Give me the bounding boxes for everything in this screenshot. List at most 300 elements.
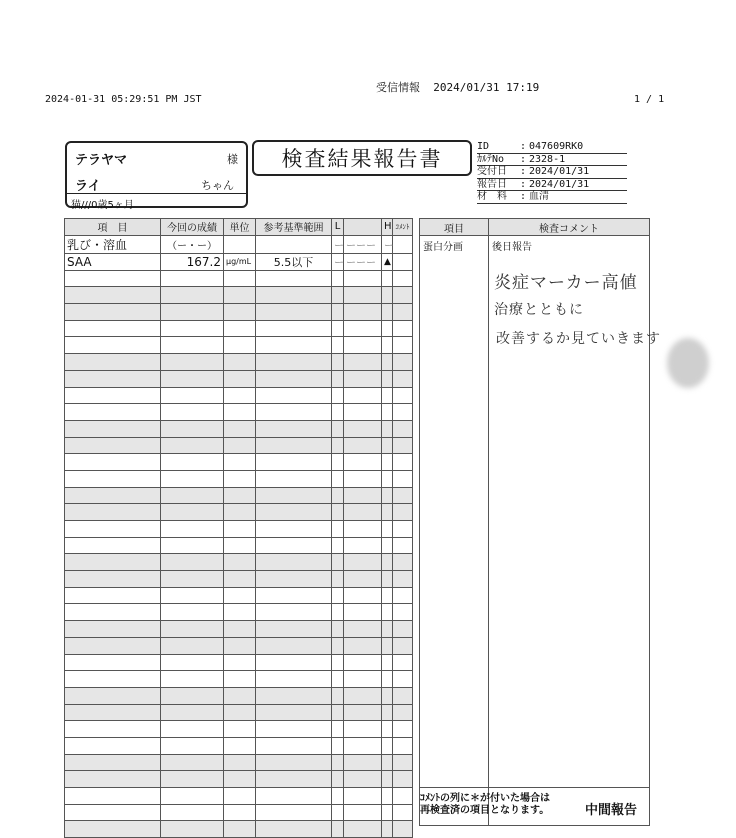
empty-cell: [332, 637, 344, 654]
meta-row-received: 受付日 : 2024/01/31: [477, 166, 627, 179]
empty-cell: [332, 604, 344, 621]
empty-cell: [344, 788, 382, 805]
empty-cell: [161, 337, 224, 354]
cell-result: 167.2: [161, 253, 224, 270]
empty-cell: [332, 554, 344, 571]
empty-cell: [161, 788, 224, 805]
empty-cell: [256, 821, 332, 838]
empty-cell: [224, 604, 256, 621]
cell-range: ーーー: [344, 235, 382, 253]
empty-cell: [65, 621, 161, 638]
empty-cell: [344, 287, 382, 304]
empty-cell: [344, 270, 382, 287]
empty-cell: [332, 721, 344, 738]
empty-cell: [65, 754, 161, 771]
empty-cell: [65, 704, 161, 721]
empty-cell: [161, 587, 224, 604]
empty-cell: [344, 404, 382, 421]
empty-cell: [224, 821, 256, 838]
empty-cell: [393, 737, 413, 754]
empty-cell: [332, 420, 344, 437]
empty-row: [65, 437, 413, 454]
empty-cell: [161, 537, 224, 554]
empty-cell: [344, 337, 382, 354]
empty-cell: [344, 304, 382, 321]
empty-cell: [256, 537, 332, 554]
empty-cell: [65, 420, 161, 437]
table-row: [65, 253, 413, 270]
col-header-result: 今回の成績: [161, 219, 224, 236]
empty-cell: [332, 437, 344, 454]
empty-cell: [224, 587, 256, 604]
footer-note-line-1: ｺﾒﾝﾄの列に＊が付いた場合は: [420, 793, 550, 804]
empty-cell: [382, 654, 393, 671]
empty-cell: [393, 320, 413, 337]
comment-item: 蛋白分画: [423, 242, 463, 253]
report-status: 中間報告: [585, 803, 638, 818]
meta-value: 2024/01/31: [529, 166, 590, 177]
pet-name: ライ: [75, 179, 101, 194]
empty-cell: [332, 671, 344, 688]
cell-high: ▲: [382, 253, 393, 270]
empty-cell: [161, 604, 224, 621]
empty-cell: [224, 470, 256, 487]
empty-cell: [382, 487, 393, 504]
empty-cell: [224, 287, 256, 304]
empty-cell: [65, 604, 161, 621]
empty-row: [65, 804, 413, 821]
empty-cell: [344, 804, 382, 821]
empty-cell: [256, 387, 332, 404]
redaction-smudge: [667, 338, 709, 388]
comments-col-comment: 検査コメント: [539, 223, 599, 235]
cell-item: 乳び・溶血: [65, 235, 161, 253]
col-header-range: [344, 219, 382, 236]
empty-cell: [256, 788, 332, 805]
empty-cell: [344, 370, 382, 387]
empty-cell: [332, 470, 344, 487]
empty-cell: [382, 788, 393, 805]
empty-cell: [161, 387, 224, 404]
meta-row-id: ID : 047609RK0: [477, 141, 627, 154]
empty-cell: [256, 671, 332, 688]
empty-cell: [161, 654, 224, 671]
empty-cell: [224, 621, 256, 638]
empty-cell: [224, 320, 256, 337]
empty-cell: [161, 754, 224, 771]
empty-cell: [65, 554, 161, 571]
empty-cell: [224, 487, 256, 504]
empty-row: [65, 354, 413, 371]
empty-row: [65, 370, 413, 387]
empty-cell: [161, 437, 224, 454]
meta-value: 血清: [529, 191, 549, 202]
empty-cell: [393, 387, 413, 404]
empty-row: [65, 387, 413, 404]
empty-cell: [65, 370, 161, 387]
empty-row: [65, 504, 413, 521]
empty-cell: [65, 320, 161, 337]
report-title: 検査結果報告書: [252, 140, 472, 176]
empty-cell: [161, 821, 224, 838]
empty-cell: [382, 404, 393, 421]
empty-cell: [393, 821, 413, 838]
empty-cell: [344, 671, 382, 688]
empty-cell: [65, 470, 161, 487]
empty-cell: [393, 754, 413, 771]
empty-cell: [256, 370, 332, 387]
empty-cell: [393, 354, 413, 371]
empty-cell: [224, 637, 256, 654]
empty-cell: [382, 537, 393, 554]
empty-cell: [382, 637, 393, 654]
empty-cell: [332, 737, 344, 754]
empty-cell: [393, 504, 413, 521]
empty-cell: [332, 788, 344, 805]
empty-row: [65, 721, 413, 738]
cell-comment: [393, 235, 413, 253]
empty-cell: [382, 554, 393, 571]
empty-cell: [332, 270, 344, 287]
empty-cell: [393, 337, 413, 354]
footer-note: [420, 793, 550, 817]
empty-cell: [393, 304, 413, 321]
empty-cell: [161, 687, 224, 704]
empty-cell: [332, 504, 344, 521]
comments-header: [420, 219, 649, 236]
empty-cell: [344, 554, 382, 571]
empty-cell: [332, 587, 344, 604]
empty-cell: [161, 487, 224, 504]
empty-cell: [161, 470, 224, 487]
empty-cell: [161, 287, 224, 304]
cell-result: （ー・ー）: [161, 235, 224, 253]
empty-row: [65, 704, 413, 721]
empty-cell: [393, 654, 413, 671]
empty-cell: [382, 604, 393, 621]
empty-cell: [256, 420, 332, 437]
empty-row: [65, 420, 413, 437]
received-datetime: 2024/01/31 17:19: [433, 81, 540, 94]
empty-cell: [393, 771, 413, 788]
empty-cell: [224, 804, 256, 821]
empty-cell: [332, 521, 344, 538]
empty-cell: [344, 437, 382, 454]
empty-cell: [65, 804, 161, 821]
empty-cell: [344, 821, 382, 838]
empty-cell: [256, 337, 332, 354]
empty-cell: [344, 354, 382, 371]
cell-low: ー: [332, 235, 344, 253]
empty-cell: [65, 404, 161, 421]
empty-row: [65, 671, 413, 688]
empty-cell: [382, 354, 393, 371]
empty-cell: [161, 704, 224, 721]
empty-cell: [382, 704, 393, 721]
meta-row-chart-no: ｶﾙﾃNo : 2328-1: [477, 154, 627, 167]
empty-cell: [65, 821, 161, 838]
species-age: 猫///0歳5ヶ月: [71, 200, 134, 211]
empty-cell: [65, 637, 161, 654]
empty-cell: [393, 704, 413, 721]
empty-cell: [224, 420, 256, 437]
empty-cell: [65, 537, 161, 554]
empty-cell: [344, 470, 382, 487]
empty-cell: [393, 420, 413, 437]
empty-cell: [393, 671, 413, 688]
empty-cell: [65, 487, 161, 504]
meta-row-reported: 報告日 : 2024/01/31: [477, 179, 627, 192]
empty-cell: [161, 304, 224, 321]
empty-cell: [382, 804, 393, 821]
empty-cell: [256, 521, 332, 538]
fax-timestamp: 2024-01-31 05:29:51 PM JST: [45, 94, 202, 105]
empty-row: [65, 587, 413, 604]
empty-cell: [382, 671, 393, 688]
empty-cell: [382, 387, 393, 404]
empty-cell: [344, 537, 382, 554]
empty-cell: [256, 571, 332, 588]
empty-cell: [161, 637, 224, 654]
empty-cell: [224, 554, 256, 571]
empty-cell: [65, 687, 161, 704]
footer-note-line-2: 再検査済の項目となります。: [420, 805, 550, 816]
empty-row: [65, 637, 413, 654]
empty-row: [65, 771, 413, 788]
empty-cell: [65, 304, 161, 321]
empty-cell: [382, 270, 393, 287]
empty-cell: [332, 487, 344, 504]
empty-cell: [382, 754, 393, 771]
empty-cell: [161, 671, 224, 688]
empty-cell: [332, 687, 344, 704]
empty-cell: [224, 437, 256, 454]
empty-cell: [332, 821, 344, 838]
report-meta: [477, 141, 627, 204]
empty-cell: [332, 754, 344, 771]
col-header-high: H: [382, 219, 393, 236]
meta-value: 047609RK0: [529, 141, 584, 152]
empty-row: [65, 621, 413, 638]
empty-cell: [224, 354, 256, 371]
empty-cell: [65, 671, 161, 688]
empty-cell: [382, 287, 393, 304]
empty-cell: [382, 771, 393, 788]
empty-cell: [161, 454, 224, 471]
col-header-unit: 単位: [224, 219, 256, 236]
pet-honorific: ちゃん: [201, 179, 234, 192]
meta-key: 報告日: [477, 178, 507, 190]
empty-cell: [161, 571, 224, 588]
empty-cell: [224, 404, 256, 421]
empty-cell: [256, 721, 332, 738]
empty-row: [65, 821, 413, 838]
empty-cell: [344, 604, 382, 621]
empty-cell: [393, 537, 413, 554]
empty-cell: [224, 687, 256, 704]
empty-cell: [332, 704, 344, 721]
comments-col-item: 項目: [420, 219, 489, 235]
empty-row: [65, 571, 413, 588]
empty-cell: [161, 621, 224, 638]
results-table: [64, 218, 413, 838]
empty-cell: [344, 521, 382, 538]
empty-cell: [382, 320, 393, 337]
empty-cell: [65, 771, 161, 788]
empty-cell: [344, 721, 382, 738]
empty-cell: [224, 704, 256, 721]
col-header-reference: 参考基準範囲: [256, 219, 332, 236]
cell-reference: [256, 235, 332, 253]
empty-cell: [332, 654, 344, 671]
col-header-item: 項 目: [65, 219, 161, 236]
empty-cell: [224, 754, 256, 771]
empty-row: [65, 604, 413, 621]
empty-cell: [256, 287, 332, 304]
meta-value: 2328-1: [529, 153, 566, 165]
empty-row: [65, 554, 413, 571]
empty-cell: [332, 354, 344, 371]
empty-cell: [256, 504, 332, 521]
empty-cell: [224, 337, 256, 354]
empty-cell: [332, 537, 344, 554]
empty-cell: [332, 320, 344, 337]
empty-cell: [161, 721, 224, 738]
empty-row: [65, 470, 413, 487]
empty-row: [65, 320, 413, 337]
empty-cell: [256, 354, 332, 371]
empty-cell: [224, 370, 256, 387]
empty-cell: [256, 320, 332, 337]
empty-cell: [344, 587, 382, 604]
empty-cell: [65, 737, 161, 754]
empty-cell: [224, 721, 256, 738]
cell-reference: 5.5以下: [256, 253, 332, 270]
empty-row: [65, 521, 413, 538]
empty-cell: [332, 454, 344, 471]
empty-row: [65, 687, 413, 704]
col-header-low: L: [332, 219, 344, 236]
cell-unit: [224, 235, 256, 253]
received-label: 受信情報: [376, 81, 420, 94]
meta-key: ID: [477, 141, 490, 152]
empty-cell: [332, 621, 344, 638]
empty-cell: [382, 687, 393, 704]
empty-cell: [224, 521, 256, 538]
empty-cell: [65, 270, 161, 287]
empty-cell: [256, 604, 332, 621]
empty-cell: [65, 504, 161, 521]
empty-cell: [344, 654, 382, 671]
empty-cell: [256, 804, 332, 821]
empty-cell: [344, 687, 382, 704]
empty-cell: [224, 771, 256, 788]
empty-cell: [161, 804, 224, 821]
empty-cell: [256, 487, 332, 504]
empty-cell: [161, 504, 224, 521]
empty-cell: [161, 270, 224, 287]
results-header: [65, 219, 413, 236]
empty-cell: [224, 788, 256, 805]
empty-cell: [382, 504, 393, 521]
empty-cell: [382, 721, 393, 738]
empty-cell: [344, 737, 382, 754]
cell-low: ー: [332, 253, 344, 270]
cell-item: SAA: [65, 253, 161, 270]
empty-cell: [393, 571, 413, 588]
cell-high: ー: [382, 235, 393, 253]
empty-cell: [393, 454, 413, 471]
meta-key: ｶﾙﾃNo: [477, 153, 505, 165]
empty-cell: [65, 337, 161, 354]
empty-cell: [393, 687, 413, 704]
empty-cell: [332, 404, 344, 421]
meta-row-material: 材 料 : 血清: [477, 191, 627, 204]
empty-row: [65, 404, 413, 421]
empty-cell: [256, 654, 332, 671]
page-number: 1 / 1: [634, 94, 665, 105]
meta-key: 受付日: [477, 166, 507, 177]
empty-cell: [65, 287, 161, 304]
empty-cell: [224, 304, 256, 321]
empty-cell: [393, 554, 413, 571]
cell-unit: μg/mL: [224, 253, 256, 270]
cell-range: ーーー: [344, 253, 382, 270]
empty-cell: [161, 320, 224, 337]
empty-cell: [332, 571, 344, 588]
empty-cell: [393, 788, 413, 805]
handwritten-line-2: 治療とともに: [494, 302, 584, 318]
empty-cell: [332, 771, 344, 788]
empty-cell: [332, 337, 344, 354]
empty-cell: [382, 521, 393, 538]
empty-cell: [224, 454, 256, 471]
empty-cell: [382, 437, 393, 454]
empty-cell: [344, 320, 382, 337]
empty-cell: [224, 387, 256, 404]
empty-cell: [393, 721, 413, 738]
empty-cell: [256, 771, 332, 788]
empty-cell: [393, 404, 413, 421]
empty-cell: [332, 287, 344, 304]
empty-cell: [382, 337, 393, 354]
empty-cell: [256, 554, 332, 571]
empty-cell: [382, 587, 393, 604]
patient-box: [65, 141, 248, 211]
empty-cell: [224, 504, 256, 521]
empty-cell: [65, 354, 161, 371]
empty-cell: [382, 821, 393, 838]
empty-cell: [382, 420, 393, 437]
empty-row: [65, 788, 413, 805]
comment-text: 後日報告: [492, 242, 532, 253]
empty-cell: [256, 587, 332, 604]
empty-cell: [161, 420, 224, 437]
empty-cell: [332, 304, 344, 321]
empty-cell: [256, 621, 332, 638]
empty-cell: [393, 804, 413, 821]
empty-cell: [332, 370, 344, 387]
empty-cell: [224, 571, 256, 588]
empty-row: [65, 487, 413, 504]
empty-cell: [393, 437, 413, 454]
empty-row: [65, 270, 413, 287]
empty-cell: [224, 270, 256, 287]
empty-row: [65, 287, 413, 304]
empty-cell: [344, 754, 382, 771]
empty-row: [65, 304, 413, 321]
empty-cell: [393, 521, 413, 538]
